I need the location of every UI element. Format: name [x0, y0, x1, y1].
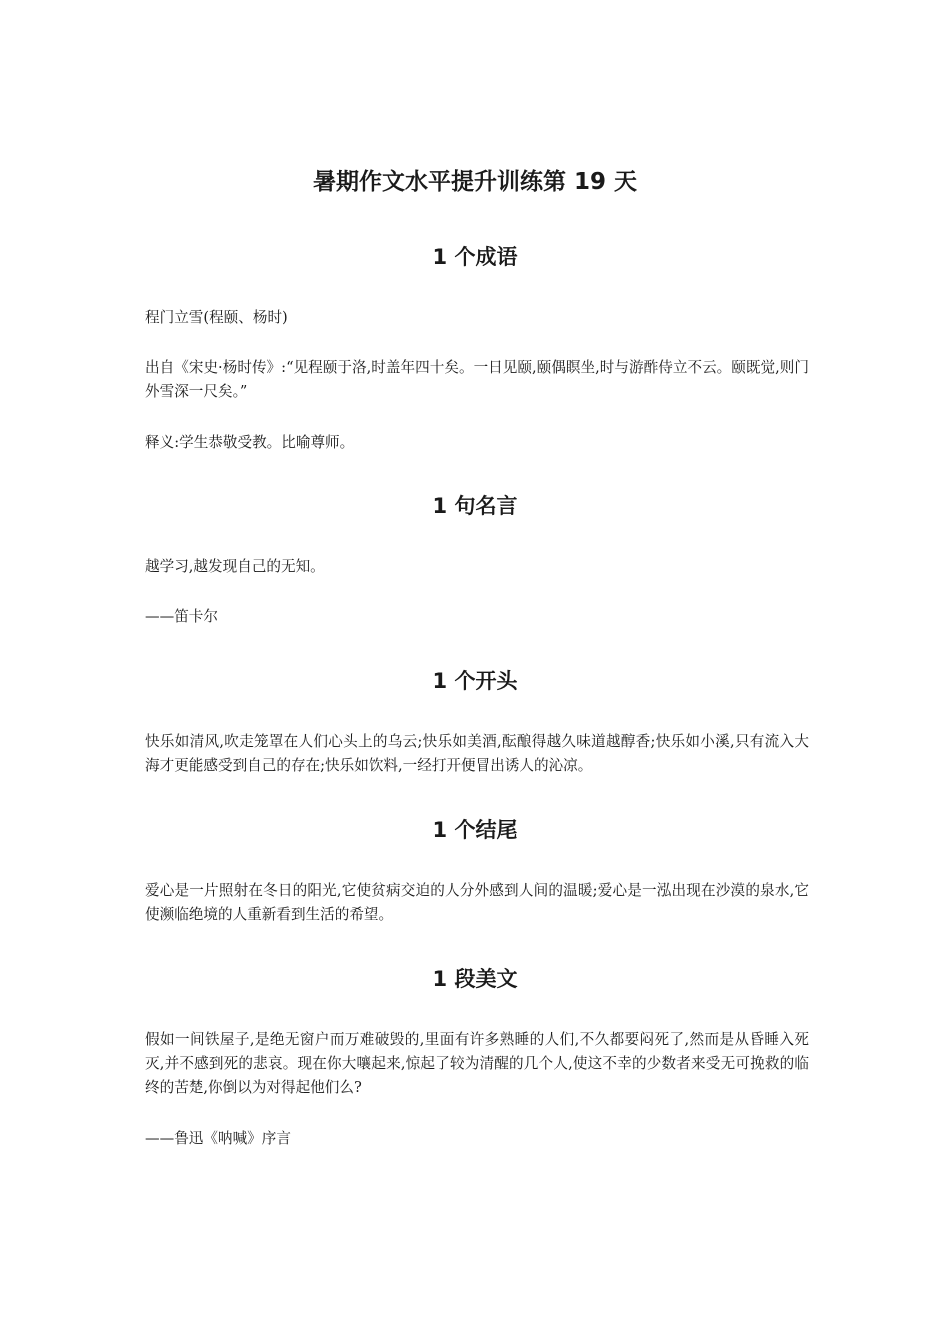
passage-text: 假如一间铁屋子,是绝无窗户而万难破毁的,里面有许多熟睡的人们,不久都要闷死了,然而是从昏睡入死灭,并不感到死的悲哀。现在你大嚷起来,惊起了较为清醒的几个人,使这不幸的少数者来受无可挽救的临终的苦楚,你倒以为对得起他们么? — [145, 1031, 809, 1096]
opening-text: 快乐如清风,吹走笼罩在人们心头上的乌云;快乐如美酒,酝酿得越久味道越醇香;快乐如小溪,只有流入大海才更能感受到自己的存在;快乐如饮料,一经打开便冒出诱人的沁凉。 — [145, 733, 809, 774]
quote-author: ——笛卡尔 — [145, 608, 218, 625]
section-heading-opening: 1 个开头 — [432, 669, 518, 693]
idiom-meaning: 释义:学生恭敬受教。比喻尊师。 — [145, 434, 355, 451]
passage-author: ——鲁迅《呐喊》序言 — [145, 1130, 291, 1147]
section-heading-quote: 1 句名言 — [432, 494, 518, 518]
document-title: 暑期作文水平提升训练第 19 天 — [312, 169, 638, 195]
idiom-name: 程门立雪(程颐、杨时) — [145, 309, 288, 326]
section-heading-idiom: 1 个成语 — [432, 245, 518, 269]
idiom-source: 出自《宋史·杨时传》:“见程颐于洛,时盖年四十矣。一日见颐,颐偶瞑坐,时与游酢侍立不云。颐既觉,则门外雪深一尺矣。” — [145, 359, 809, 400]
section-heading-ending: 1 个结尾 — [432, 818, 518, 842]
ending-text: 爱心是一片照射在冬日的阳光,它使贫病交迫的人分外感到人间的温暖;爱心是一泓出现在沙漠的泉水,它使濒临绝境的人重新看到生活的希望。 — [145, 882, 809, 923]
section-heading-passage: 1 段美文 — [432, 967, 518, 991]
quote-text: 越学习,越发现自己的无知。 — [145, 558, 325, 575]
